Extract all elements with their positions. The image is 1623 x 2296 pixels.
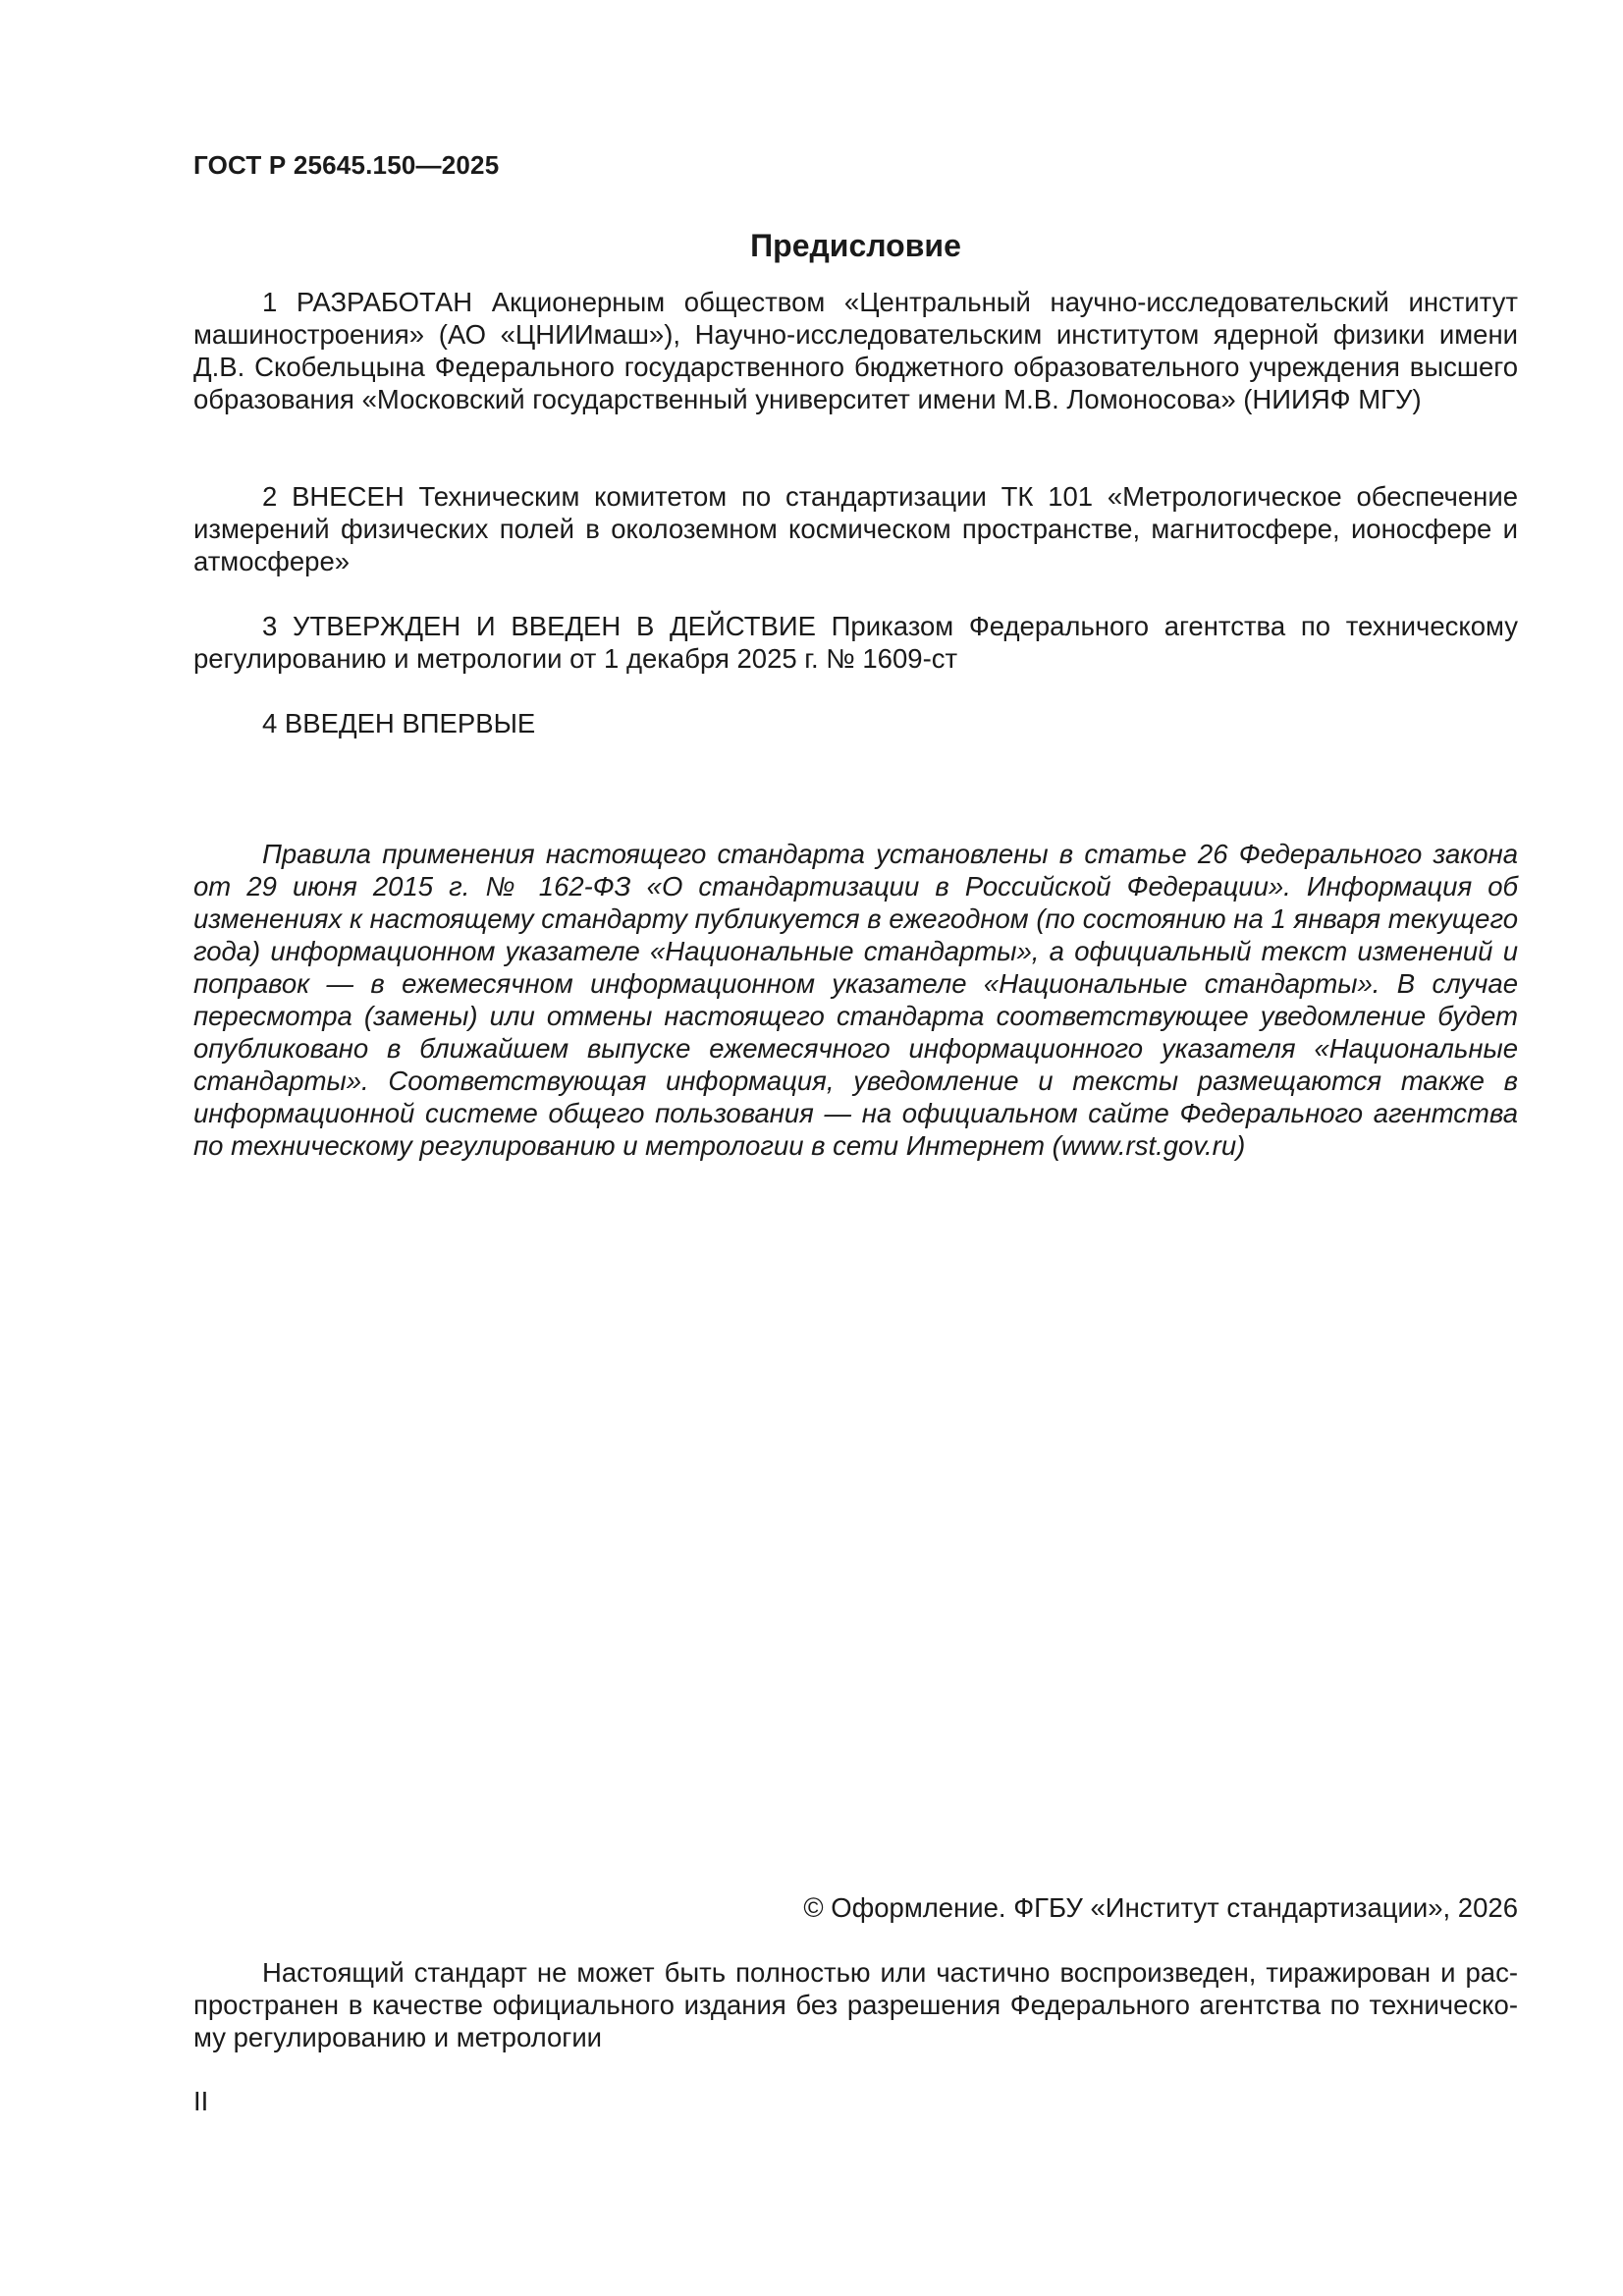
reproduction-notice [193,1956,1518,2053]
foreword-item-approved [193,610,1518,675]
standard-code: ГОСТ Р 25645.150—2025 [193,150,500,180]
foreword-item-text: 4 ВВЕДЕН ВПЕРВЫЕ [262,708,536,738]
reproduction-notice-text: Настоящий стандарт не может быть полностью или частично воспроизведен, тиражирован и распространен в качестве официального издания без разрешения Федерального агентства по техническому регулированию и метрологии [193,1957,1518,2052]
application-rules-notice [193,838,1518,1162]
foreword-item-text: 2 ВНЕСЕН Техническим комитетом по стандартизации ТК 101 «Метрологическое обеспечение измерений физических полей в околоземном космическом пространстве, магнитосфере, ионосфере и атмосфере» [193,481,1518,576]
foreword-item-text: 3 УТВЕРЖДЕН И ВВЕДЕН В ДЕЙСТВИЕ Приказом Федерального агентства по техническому регулированию и метрологии от 1 декабря 2025 г. № 1609-ст [193,611,1518,674]
application-rules-text: Правила применения настоящего стандарта установлены в статье 26 Федерального закона от 29 июня 2015 г. № 162-ФЗ «О стандартизации в Российской Федерации». Информация об изменениях к настоящему стандарту публикуется в ежегодном (по состоянию на 1 января текущего года) информационном указателе «Национальные стандарты», а официальный текст изменений и поправок — в ежемесячном информационном указателе «Национальные стандарты». В случае пересмотра (замены) или отмены настоящего стандарта соответствующее уведомление будет опубликовано в ближайшем выпуске ежемесячного информационного указателя «Национальные стандарты». Соответствующая информация, уведомление и тексты размещаются также в информационной системе общего пользования — на официальном сайте Федерального агентства по техническому регулированию и метрологии в сети Интернет (www.rst.gov.ru) [193,839,1518,1161]
foreword-item-introduced [193,480,1518,577]
foreword-item-first-introduced [193,707,1518,739]
foreword-title: Предисловие [750,228,961,263]
foreword-item-developed [193,286,1518,415]
foreword-item-text: 1 РАЗРАБОТАН Акционерным обществом «Центральный научно-исследовательский институт машиностроения» (АО «ЦНИИмаш»), Научно-исследовательским институтом ядерной физики имени Д.В. Скобельцына Федерального государственного бюджетного образовательного учреждения высшего образования «Московский государственный университет имени М.В. Ломоносова» (НИИЯФ МГУ) [193,287,1518,414]
page-number: II [193,2086,209,2116]
copyright-line: © Оформление. ФГБУ «Институт стандартизации», 2026 [803,1892,1518,1923]
